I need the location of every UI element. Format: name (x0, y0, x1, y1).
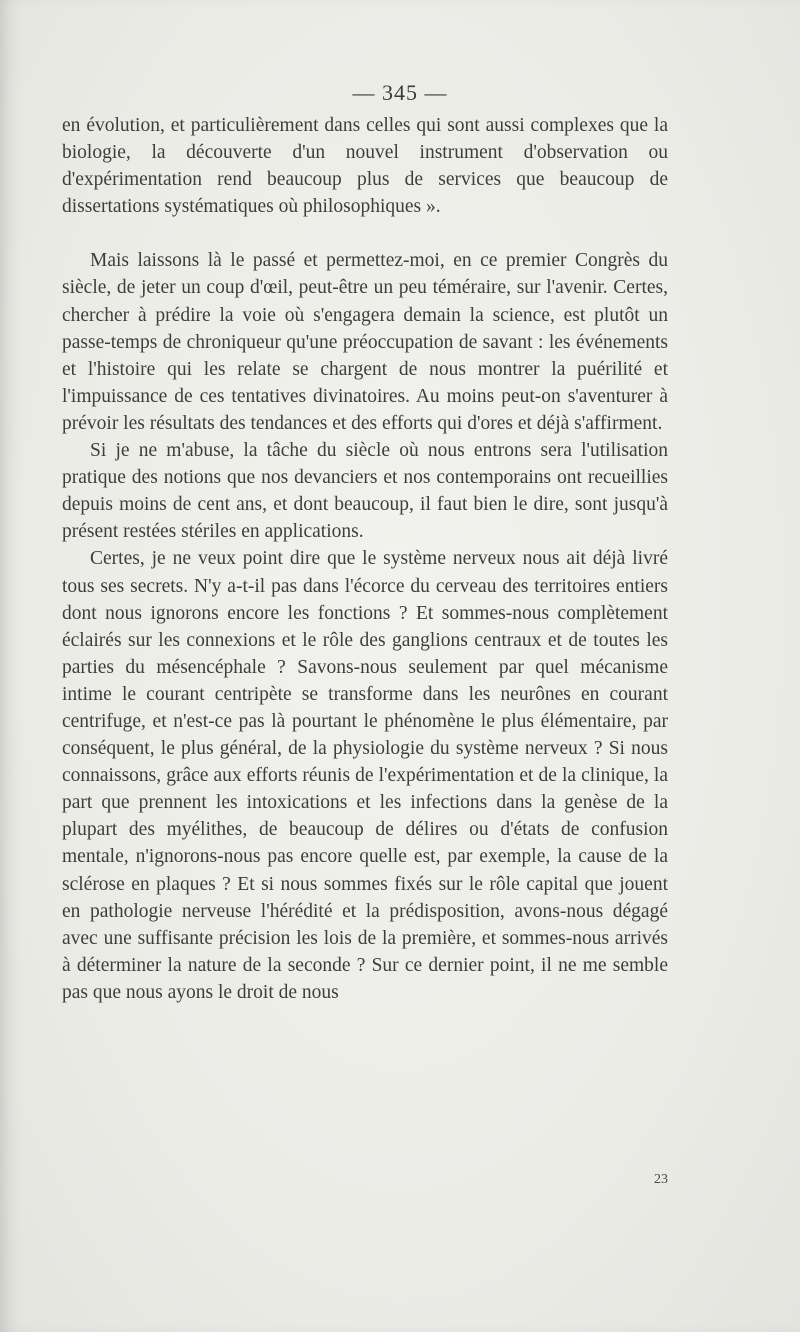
paragraph-3: Si je ne m'abuse, la tâche du siècle où nous entrons sera l'utilisation pratique des notions que nos devanciers et nos contemporains ont recueillies depuis moins de cent ans, et dont beaucoup, il faut bien le dire, sont jusqu'à présent restées stériles en applications. (62, 440, 668, 543)
paragraph-1: en évolution, et particulièrement dans celles qui sont aussi complexes que la biologie, la découverte d'un nouvel instrument d'observation ou d'expérimentation rend beaucoup plus de services que beaucoup de dissertations systématiques où philosophiques ». (62, 115, 668, 218)
body-text (62, 112, 668, 1006)
page-number-header: — 345 — (352, 80, 448, 105)
paragraph-4: Certes, je ne veux point dire que le système nerveux nous ait déjà livré tous ses secrets. N'y a-t-il pas dans l'écorce du cerveau des territoires entiers dont nous ignorons encore les fonctions ? Et sommes-nous complètement éclairés sur les connexions et le rôle des ganglions centraux et de toutes les parties du mésencéphale ? Savons-nous seulement par quel mécanisme intime le courant centripète se transforme dans les neurônes en courant centrifuge, et n'est-ce pas là pourtant le phénomène le plus élémentaire, par conséquent, le plus général, de la physiologie du système nerveux ? Si nous connaissons, grâce aux efforts réunis de l'expérimentation et de la clinique, la part que prennent les intoxications et les infections dans la genèse de la plupart des myélithes, de beaucoup de délires ou d'états de confusion mentale, n'ignorons-nous pas encore quelle est, par exemple, la cause de la sclérose en plaques ? Et si nous sommes fixés sur le rôle capital que jouent en pathologie nerveuse l'hérédité et la prédisposition, avons-nous dégagé avec une suffisante précision les lois de la première, et sommes-nous arrivés à déterminer la nature de la seconde ? Sur ce dernier point, il ne me semble pas que nous ayons le droit de nous (62, 548, 668, 1003)
signature-mark: 23 (654, 1172, 668, 1187)
paragraph-2: Mais laissons là le passé et permettez-moi, en ce premier Congrès du siècle, de jeter un coup d'œil, peut-être un peu téméraire, sur l'avenir. Certes, chercher à prédire la voie où s'engagera demain la science, est plutôt un passe-temps de chroniqueur qu'une préoccupation de savant : les événements et l'histoire qui les relate se chargent de nous montrer la puérilité et l'impuissance de ces tentatives divinatoires. Au moins peut-on s'aventurer à prévoir les résultats des tendances et des efforts qui d'ores et déjà s'affirment. (62, 250, 668, 434)
